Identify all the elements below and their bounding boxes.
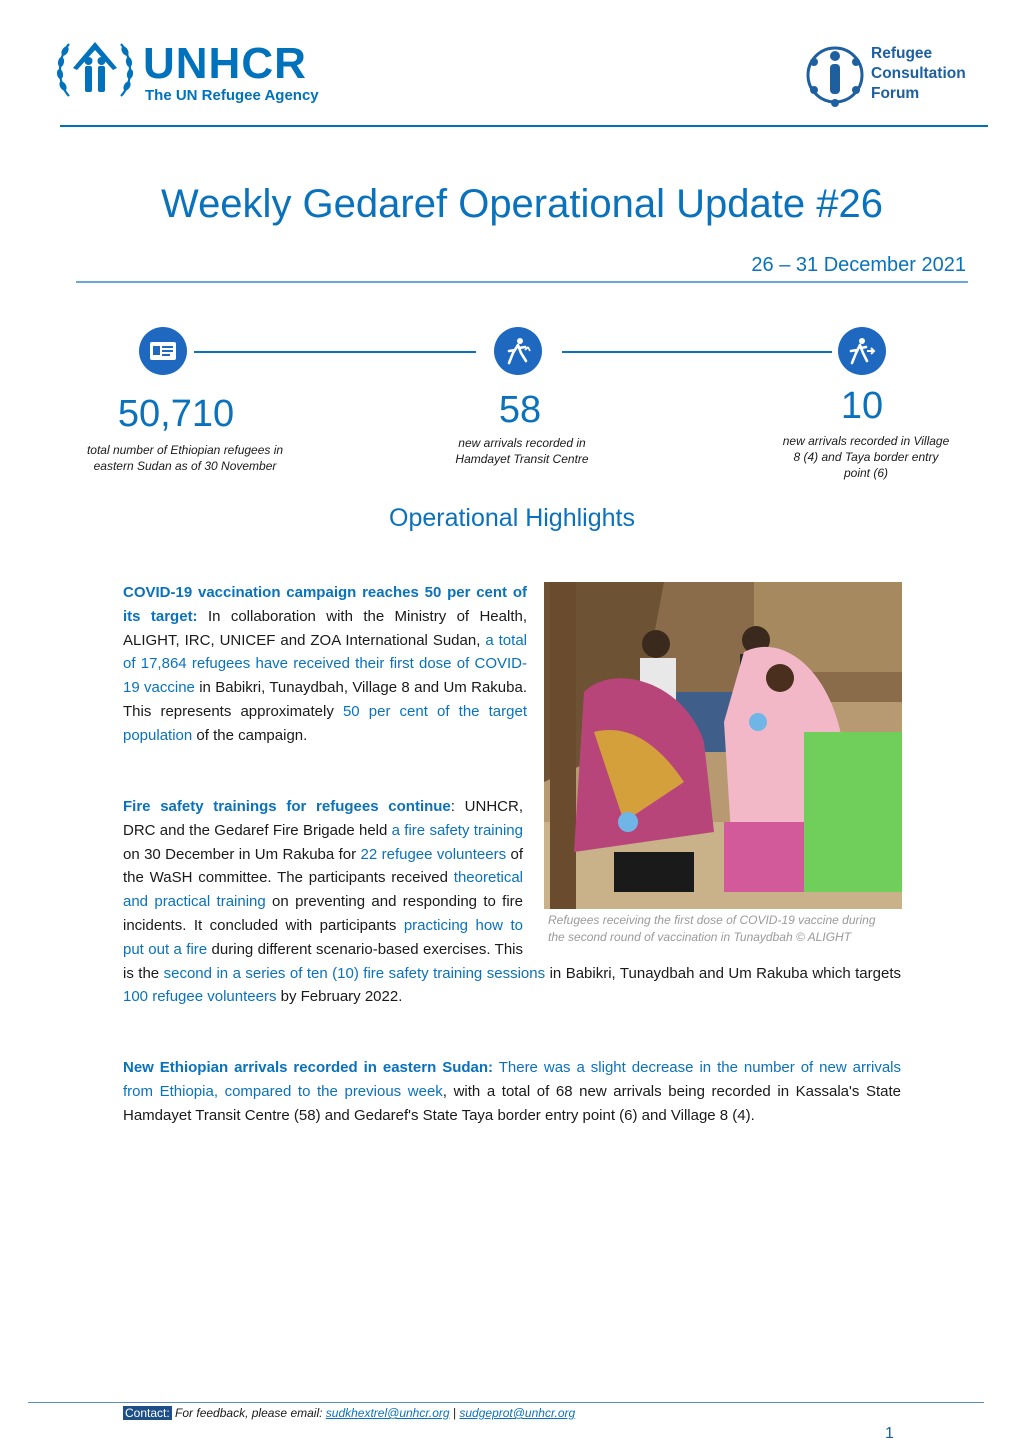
date-range: 26 – 31 December 2021 xyxy=(751,254,966,276)
fire-highlight-link: second in a series of ten (10) fire safety training sessions xyxy=(163,964,546,982)
arrivals-highlight-link: There was a slight decrease in the number of new arrivals from Ethiopia, compared to the previous week xyxy=(123,1059,901,1100)
forum-name: Refugee Consultation Forum xyxy=(871,45,966,102)
fire-heading: Fire safety trainings for refugees continue xyxy=(123,798,451,815)
unhcr-wordmark: UNHCR xyxy=(143,39,307,88)
stat-connector xyxy=(194,351,476,353)
section-title: Operational Highlights xyxy=(389,504,635,532)
unhcr-logo xyxy=(55,36,345,106)
covid-paragraph: COVID-19 vaccination campaign reaches 50 per cent of its target: In collaboration with the Ministry of Health, ALIGHT, IRC, UNICEF and ZOA International Sudan, a total of 17,864 refugees have received their first dose of COVID-19 vaccine in Babikri, Tunaydbah, Village 8 and Um Rakuba. This represents approximately 50 per cent of the target population of the campaign. xyxy=(123,584,528,744)
feedback-note: For feedback, please email: xyxy=(171,1406,326,1420)
footer-contact: Contact: For feedback, please email: sudkhextrel@unhcr.org | sudgeprot@unhcr.org xyxy=(125,1406,576,1420)
stat-total-refugees-label: total number of Ethiopian refugees in eastern Sudan as of 30 November xyxy=(86,443,284,473)
stat-hamdayet-value: 58 xyxy=(498,389,542,431)
stat-connector xyxy=(562,351,832,353)
photo-wrap-spacer xyxy=(523,795,901,961)
walking-person-icon xyxy=(838,327,886,375)
arrivals-heading: New Ethiopian arrivals recorded in eastern Sudan: xyxy=(123,1059,494,1076)
covid-heading: COVID-19 vaccination campaign reaches 50 per cent of its target: xyxy=(123,584,527,625)
unhcr-emblem-icon xyxy=(55,36,135,102)
fire-highlight-link: 22 refugee volunteers xyxy=(360,845,507,863)
refugee-consultation-forum-logo xyxy=(803,42,993,112)
fire-safety-paragraph: Fire safety trainings for refugees continue: UNHCR, DRC and the Gedaref Fire Brigade held a fire safety training on 30 December in Um Rakuba for 22 refugee volunteers of the WaSH committee. The participants received theoretical and practical training on preventing and responding to fire incidents. It concluded with participants practicing how to put out a fire during different scenario-based exercises. This is the second in a series of ten (10) fire safety training sessions in Babikri, Tunaydbah and Um Rakuba which targets 100 refugee volunteers by February 2022. xyxy=(123,795,901,1009)
fire-highlight-link: 100 refugee volunteers xyxy=(123,988,277,1006)
covid-highlight-link: a total of 17,864 refugees have received their first dose of COVID-19 vaccine xyxy=(123,631,527,697)
document-title: Weekly Gedaref Operational Update #26 xyxy=(161,182,883,226)
photo-caption: Refugees receiving the first dose of COVID-19 vaccine during the second round of vaccination in Tunaydbah © ALIGHT xyxy=(548,913,876,944)
id-card-icon xyxy=(139,327,187,375)
stat-hamdayet-label: new arrivals recorded in Hamdayet Transit Centre xyxy=(455,436,589,466)
contact-label: Contact: xyxy=(125,1406,170,1420)
page-number: 1 xyxy=(885,1425,894,1442)
fire-highlight-link: theoretical and practical training xyxy=(123,869,523,911)
forum-person-icon xyxy=(803,42,867,108)
covid-highlight-link: 50 per cent of the target population xyxy=(123,702,527,744)
arrivals-paragraph: New Ethiopian arrivals recorded in eastern Sudan: There was a slight decrease in the number of new arrivals from Ethiopia, compared to the previous week, with a total of 68 new arrivals being recorded in Kassala's State Hamdayet Transit Centre (58) and Gedaref's State Taya border entry point (6) and Village 8 (4). xyxy=(123,1059,901,1124)
stat-village-taya-value: 10 xyxy=(840,385,884,427)
page-header xyxy=(0,0,1024,130)
stat-total-refugees-value: 50,710 xyxy=(117,393,235,435)
fire-highlight-link: a fire safety training xyxy=(391,821,523,839)
header-divider xyxy=(60,125,988,127)
email-link-protection[interactable]: sudgeprot@unhcr.org xyxy=(459,1406,576,1420)
email-link-external-relations[interactable]: sudkhextrel@unhcr.org xyxy=(325,1406,450,1420)
walking-person-icon xyxy=(494,327,542,375)
stat-village-taya-label: new arrivals recorded in Village 8 (4) and Taya border entry point (6) xyxy=(782,434,950,480)
unhcr-tagline: The UN Refugee Agency xyxy=(145,87,319,104)
footer-divider xyxy=(28,1402,984,1403)
title-divider xyxy=(76,281,968,283)
fire-highlight-link: practicing how to put out a fire xyxy=(123,916,523,958)
